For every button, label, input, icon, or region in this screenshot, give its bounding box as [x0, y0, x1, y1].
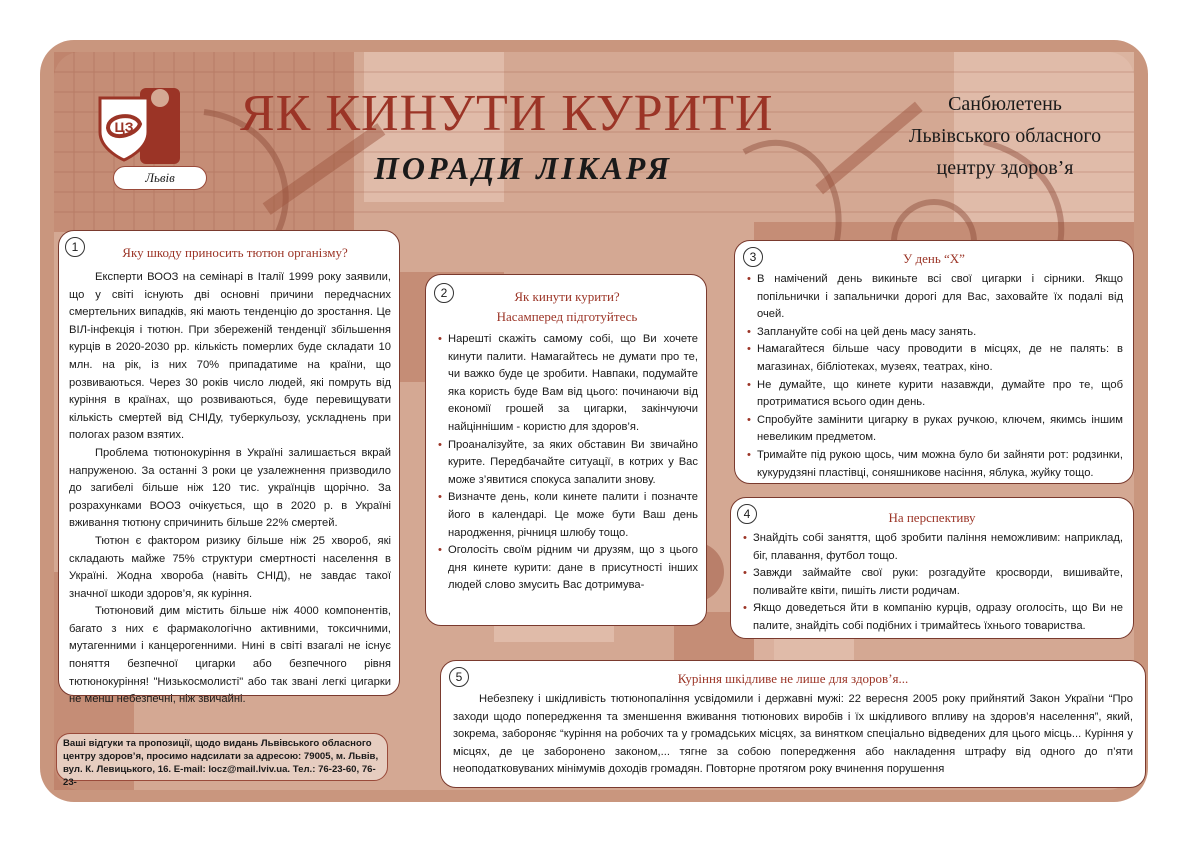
section-heading: У день “Х” — [903, 251, 965, 266]
list-item: • Якщо доведеться йти в компанію курців, одразу оголосіть, що Ви не палите, знайдіть собі подібних і тримайтесь їхнього товариства. — [741, 600, 1123, 635]
sanbulletin-line: центру здоров’я — [936, 157, 1074, 179]
list-item: • Проаналізуйте, за яких обставин Ви звичайно курите. Передбачайте ситуації, в котрих у Вас може з’явитися спокуса запалити знову. — [436, 437, 698, 490]
sanbulletin-line: Санбюлетень — [948, 93, 1062, 115]
section-heading: На перспективу — [888, 510, 976, 525]
list-item: • Знайдіть собі заняття, щоб зробити паління неможливим: наприклад, біг, плавання, футбол тощо. — [741, 530, 1123, 565]
paragraph: Тютюн є фактором ризику більше ніж 25 хвороб, які складають майже 75% структури смертності населення в Україні. Жодна хвороба (навіть СНІД), не завдає такої значної шкоди здоров’я, як куріння. — [69, 534, 391, 600]
section-heading: Як кинути курити? — [514, 289, 620, 304]
list-item: • Спробуйте замінити цигарку в руках ручкою, ключем, якимсь іншим невеликим предметом. — [745, 412, 1123, 447]
paragraph: Проблема тютюнокуріння в Україні залишається вкрай напруженою. За останні 3 роки це узалежнення призводило до загибелі більше ніж 120 тис. українців щорічно. За розрахунками ВООЗ очікується, що в 2020 р. в Україні вживання тютюну спричинить більше 22% смертей. — [69, 446, 391, 530]
page-title: ЯК КИНУТИ КУРИТИ — [240, 85, 774, 142]
health-center-emblem-icon — [96, 88, 186, 166]
list-item: • Завжди займайте свої руки: розгадуйте кросворди, вишивайте, поливайте квіти, пишіть листи родичам. — [741, 565, 1123, 600]
section-text — [453, 691, 1133, 779]
section-5-law — [440, 660, 1146, 788]
section-subheading: Насамперед підготуйтесь — [496, 309, 638, 324]
paragraph: Тютюновий дим містить більше ніж 4000 компонентів, багато з них є фармакологічно активними, токсичними, мутагенними і канцерогенними. Нині в світі взагалі не існує поняття безпечної цигарки або безпечного рівня тютюнокуріння! "Низькосмолисті" або так звані легкі цигарки не менш небезпечні, ніж звичайні. — [69, 605, 391, 706]
paragraph: Небезпеку і шкідливість тютюнопаління усвідомили і державні мужі: 22 вересня 2005 року прийнятий Закон України “Про заходи щодо попередження та зменшення вживання тютюнових виробів і їх шкідливого впливу на здоров’я населення”, який, зокрема, забороняє “куріння на робочих та у громадських місцях, за винятком спеціально відведених для цього місць... Куріння у місцях, де це заборонено законом,... тягне за собою попередження або накладення штрафу від одного до п’яти неоподатковуваних мінімумів доходів громадян. Повторне протягом року вчинення порушення — [453, 693, 1133, 776]
section-number: 1 — [65, 237, 85, 257]
list-item: • Тримайте під рукою щось, чим можна було би зайняти рот: родзинки, кукурудзяні пластівці, соняшникове насіння, яблука, жуйку тощо. — [745, 447, 1123, 482]
contact-info: Ваші відгуки та пропозиції, щодо видань Львівського обласного центру здоров’я, просимо надсилати за адресою: 79005, м. Львів, вул. К. Левицького, 16. E-mail: locz@mail.lviv.ua. Тел.: 76-23-60, 76-23- — [56, 733, 388, 781]
advice-list — [745, 271, 1123, 482]
list-item: • Нарешті скажіть самому собі, що Ви хочете кинути палити. Намагайтесь не думати про те, чи важко буде це зробити. Навпаки, подумайте яка користь буде Вам від цього: починаючи від економії грошей за цигарки, закінчуючи найціннішим - користю для здоров’я. — [436, 331, 698, 437]
sanbulletin-line: Львівського обласного — [908, 125, 1102, 147]
section-1-harm — [58, 230, 400, 706]
page-subtitle: ПОРАДИ ЛІКАРЯ — [374, 150, 673, 186]
city-label: Львів — [113, 166, 207, 190]
list-item: • Оголосіть своїм рідним чи друзям, що з цього дня кинете курити: дане в присутності інших людей слово змусить Вас дотримува- — [436, 542, 698, 595]
advice-list — [436, 331, 698, 595]
section-number: 3 — [743, 247, 763, 267]
section-number: 5 — [449, 667, 469, 687]
list-item: • Заплануйте собі на цей день масу занять. — [745, 324, 1123, 342]
list-item: • Намагайтеся більше часу проводити в місцях, де не палять: в магазинах, бібліотеках, музеях, театрах, кіно. — [745, 341, 1123, 376]
svg-text:ЦЗ: ЦЗ — [114, 119, 134, 135]
list-item: • Не думайте, що кинете курити назавжди, думайте про те, щоб протриматися всього один день. — [745, 377, 1123, 412]
section-3-day-x — [734, 240, 1134, 484]
section-number: 2 — [434, 283, 454, 303]
section-4-perspective — [730, 497, 1134, 639]
section-heading: Куріння шкідливе не лише для здоров’я... — [677, 671, 909, 686]
list-item: • Визначте день, коли кинете палити і позначте його в календарі. Це може бути Ваш день народження, річниця шлюбу тощо. — [436, 489, 698, 542]
section-2-how-to-quit — [425, 274, 707, 626]
advice-list — [741, 530, 1123, 636]
list-item: • В намічений день викиньте всі свої цигарки і сірники. Якщо попільнички і запальнички дорогі для Вас, заховайте їх подалі від очей. — [745, 271, 1123, 324]
section-text — [69, 269, 391, 709]
section-heading: Яку шкоду приносить тютюн організму? — [122, 245, 348, 260]
paragraph: Експерти ВООЗ на семінарі в Італії 1999 року заявили, що у світі існують дві основні причини передчасних смертельних випадків, які мають тенденцію до зростання. Це ВІЛ-інфекція і тютюн. При збереженій тенденції збільшення курців в 2020-2030 рр. кількість померлих буде складати 10 млн. на рік, із них 70% припадатиме на країни, що розвиваються. Через 30 років число людей, які помруть від куріння в країнах, що розвиваються, буде перевищувати кількість смертей від СНІДу, туберкульозу, ускладнень при пологах разом взятих. — [69, 271, 391, 442]
section-number: 4 — [737, 504, 757, 524]
sanbulletin-label — [880, 88, 1130, 184]
